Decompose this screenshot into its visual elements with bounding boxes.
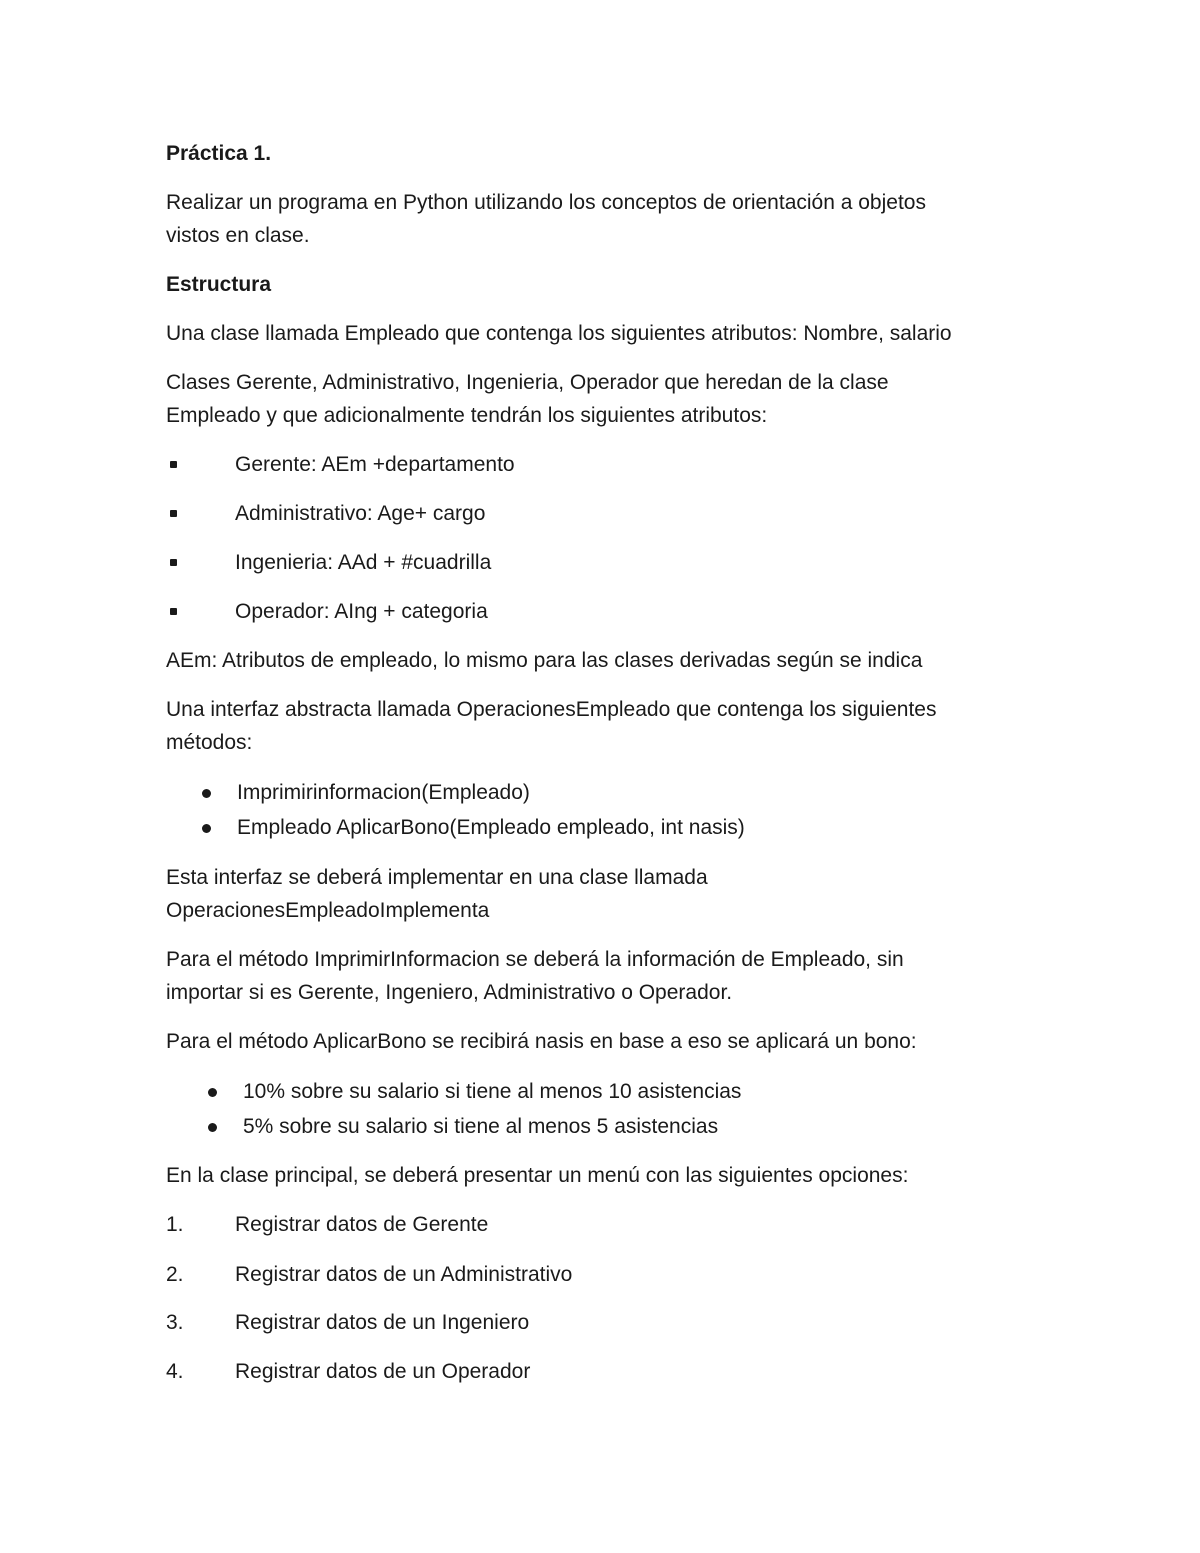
method-item-aplicar-bono: Empleado AplicarBono(Empleado empleado, int nasis) [237, 816, 745, 839]
menu-item-administrativo: Registrar datos de un Administrativo [235, 1263, 573, 1286]
implementa-paragraph-line-1: Esta interfaz se deberá implementar en una clase llamada [166, 866, 708, 889]
imprimir-paragraph-line-1: Para el método ImprimirInformacion se deberá la información de Empleado, sin [166, 948, 904, 971]
bullet-icon [208, 1088, 217, 1097]
bullet-icon [208, 1123, 217, 1132]
menu-item-number: 2. [166, 1263, 184, 1286]
section-heading: Estructura [166, 273, 272, 296]
bullet-icon [170, 461, 177, 468]
empleado-paragraph: Una clase llamada Empleado que contenga los siguientes atributos: Nombre, salario [166, 322, 952, 345]
interfaz-paragraph-line-2: métodos: [166, 731, 253, 754]
bullet-icon [202, 789, 211, 798]
bullet-icon [170, 608, 177, 615]
menu-item-number: 1. [166, 1213, 184, 1236]
attr-item-operador: Operador: AIng + categoria [235, 600, 488, 623]
attr-item-gerente: Gerente: AEm +departamento [235, 453, 515, 476]
bono-item-5: 5% sobre su salario si tiene al menos 5 asistencias [243, 1115, 719, 1138]
menu-item-number: 3. [166, 1311, 184, 1334]
imprimir-paragraph-line-2: importar si es Gerente, Ingeniero, Administrativo o Operador. [166, 981, 733, 1004]
bullet-icon [202, 824, 211, 833]
clases-paragraph-line-1: Clases Gerente, Administrativo, Ingenieria, Operador que heredan de la clase [166, 371, 889, 394]
attr-item-administrativo: Administrativo: Age+ cargo [235, 502, 486, 525]
menu-item-ingeniero: Registrar datos de un Ingeniero [235, 1311, 530, 1334]
bullet-icon [170, 510, 177, 517]
attr-item-ingenieria: Ingenieria: AAd + #cuadrilla [235, 551, 492, 574]
document-title: Práctica 1. [166, 142, 272, 165]
clases-paragraph-line-2: Empleado y que adicionalmente tendrán los siguientes atributos: [166, 404, 768, 427]
menu-paragraph: En la clase principal, se deberá presentar un menú con las siguientes opciones: [166, 1164, 909, 1187]
bono-item-10: 10% sobre su salario si tiene al menos 10 asistencias [243, 1080, 742, 1103]
menu-item-operador: Registrar datos de un Operador [235, 1360, 531, 1383]
method-item-imprimir: Imprimirinformacion(Empleado) [237, 781, 530, 804]
intro-paragraph-line-2: vistos en clase. [166, 224, 310, 247]
interfaz-paragraph-line-1: Una interfaz abstracta llamada OperacionesEmpleado que contenga los siguientes [166, 698, 937, 721]
menu-item-number: 4. [166, 1360, 184, 1383]
intro-paragraph-line-1: Realizar un programa en Python utilizando los conceptos de orientación a objetos [166, 191, 926, 214]
aem-paragraph: AEm: Atributos de empleado, lo mismo para las clases derivadas según se indica [166, 649, 923, 672]
menu-item-gerente: Registrar datos de Gerente [235, 1213, 489, 1236]
bullet-icon [170, 559, 177, 566]
bono-paragraph: Para el método AplicarBono se recibirá nasis en base a eso se aplicará un bono: [166, 1030, 917, 1053]
implementa-paragraph-line-2: OperacionesEmpleadoImplementa [166, 899, 490, 922]
